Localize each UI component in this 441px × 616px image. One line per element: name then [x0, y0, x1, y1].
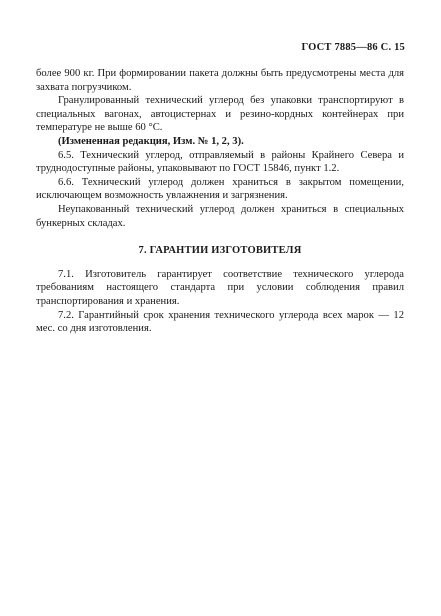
paragraph-granulated-transport: Гранулированный технический углерод без упаковки транспортируют в специальных вагонах, автоцистернах и резино-кордных контейнерах при температуре не выше 60 °С.: [36, 95, 404, 134]
paragraph-unpacked-storage: Неупакованный технический углерод должен храниться в специальных бункерных складах.: [36, 203, 404, 229]
paragraph-7-2: 7.2. Гарантийный срок хранения технического углерода всех марок — 12 мес. со дня изготовления.: [36, 309, 404, 335]
paragraph-6-5: 6.5. Технический углерод, отправляемый в районы Крайнего Севера и труднодоступные районы, упаковывают по ГОСТ 15846, пункт 1.2.: [36, 149, 404, 175]
section-heading: 7. ГАРАНТИИ ИЗГОТОВИТЕЛЯ: [138, 245, 302, 257]
amendment-note: (Измененная редакция, Изм. № 1, 2, 3).: [58, 135, 244, 147]
page-header: ГОСТ 7885—86 С. 15: [301, 42, 405, 53]
paragraph-7-1: 7.1. Изготовитель гарантирует соответствие технического углерода требованиям настоящего стандарта при условии соблюдения правил транспортирования и хранения.: [36, 268, 404, 307]
paragraph-continuation: более 900 кг. При формировании пакета должны быть предусмотрены места для захвата погрузчиком.: [36, 68, 404, 93]
paragraph-6-6: 6.6. Технический углерод должен храниться в закрытом помещении, исключающем возможность увлажнения и загрязнения.: [36, 176, 404, 202]
document-body: [36, 67, 404, 336]
